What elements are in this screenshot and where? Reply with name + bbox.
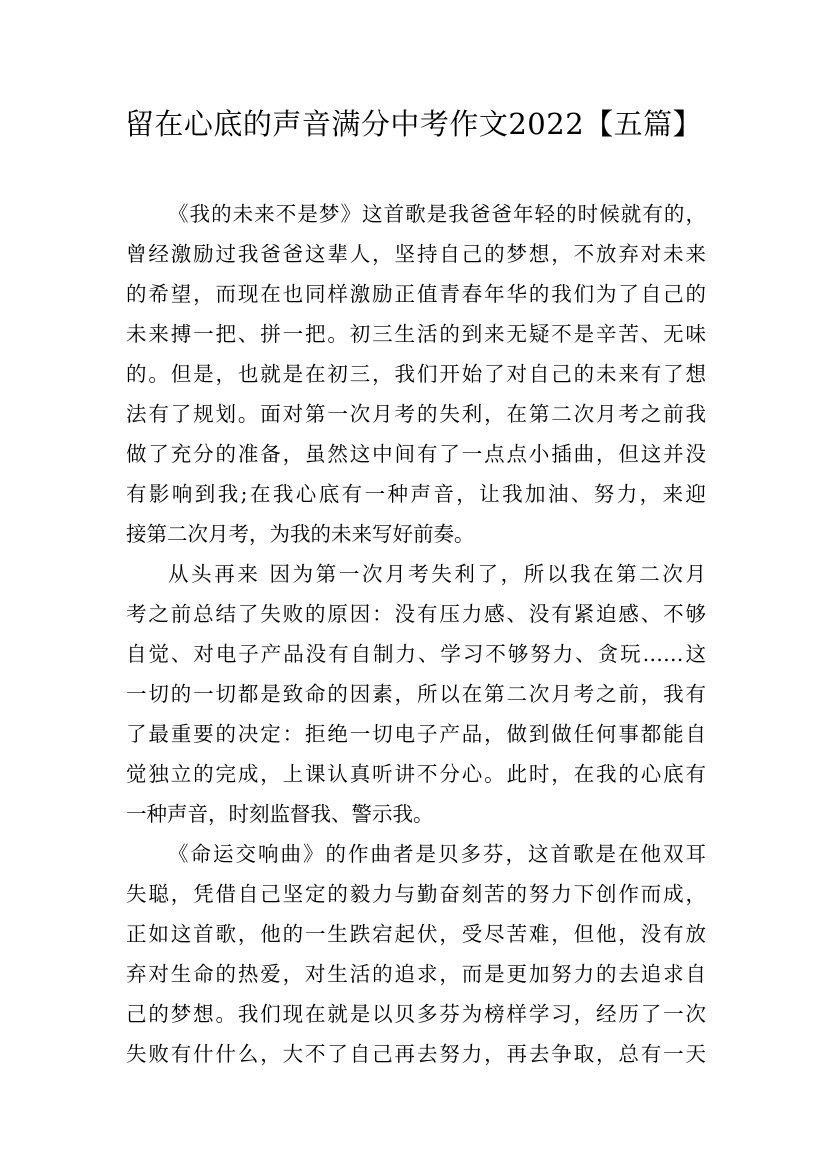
paragraph-1: [126, 194, 706, 554]
paragraph-line: 的希望，而现在也同样激励正值青春年华的我们为了自己的: [126, 282, 706, 306]
paragraph-line: 《我的未来不是梦》这首歌是我爸爸年轻的时候就有的，: [168, 202, 706, 226]
paragraph-3: [126, 834, 706, 1074]
paragraph-line: 法有了规划。面对第一次月考的失利，在第二次月考之前我: [126, 402, 706, 426]
paragraph-2: [126, 554, 706, 834]
paragraph-line: 未来搏一把、拼一把。初三生活的到来无疑不是辛苦、无味: [126, 322, 706, 346]
paragraph-line: 己的梦想。我们现在就是以贝多芬为榜样学习，经历了一次: [126, 1002, 706, 1026]
paragraph-line: 弃对生命的热爱，对生活的追求，而是更加努力的去追求自: [126, 962, 706, 986]
paragraph-line: 了最重要的决定：拒绝一切电子产品，做到做任何事都能自: [126, 722, 706, 746]
paragraph-line: 一种声音，时刻监督我、警示我。: [126, 802, 434, 826]
paragraph-line: 从头再来 因为第一次月考失利了，所以我在第二次月: [168, 562, 706, 586]
paragraph-line: 自觉、对电子产品没有自制力、学习不够努力、贪玩……这: [126, 642, 706, 666]
paragraph-line: 考之前总结了失败的原因：没有压力感、没有紧迫感、不够: [126, 602, 706, 626]
paragraph-line: 失败有什什么，大不了自己再去努力，再去争取，总有一天: [126, 1042, 706, 1066]
paragraph-line: 觉独立的完成，上课认真听讲不分心。此时，在我的心底有: [126, 762, 706, 786]
paragraph-line: 接第二次月考，为我的未来写好前奏。: [126, 522, 475, 546]
document-title: 留在心底的声音满分中考作文2022【五篇】: [124, 107, 703, 141]
paragraph-line: 的。但是，也就是在初三，我们开始了对自己的未来有了想: [126, 362, 706, 386]
paragraph-line: 《命运交响曲》的作曲者是贝多芬，这首歌是在他双耳: [168, 842, 706, 866]
paragraph-line: 做了充分的准备，虽然这中间有了一点点小插曲，但这并没: [126, 442, 706, 466]
paragraph-line: 一切的一切都是致命的因素，所以在第二次月考之前，我有: [126, 682, 706, 706]
paragraph-line: 失聪，凭借自己坚定的毅力与勤奋刻苦的努力下创作而成，: [126, 882, 706, 906]
paragraph-line: 有影响到我;在我心底有一种声音，让我加油、努力，来迎: [126, 482, 706, 506]
document-body: [126, 194, 706, 1074]
paragraph-line: 曾经激励过我爸爸这辈人，坚持自己的梦想，不放弃对未来: [126, 242, 706, 266]
paragraph-line: 正如这首歌，他的一生跌宕起伏，受尽苦难，但他，没有放: [126, 922, 706, 946]
